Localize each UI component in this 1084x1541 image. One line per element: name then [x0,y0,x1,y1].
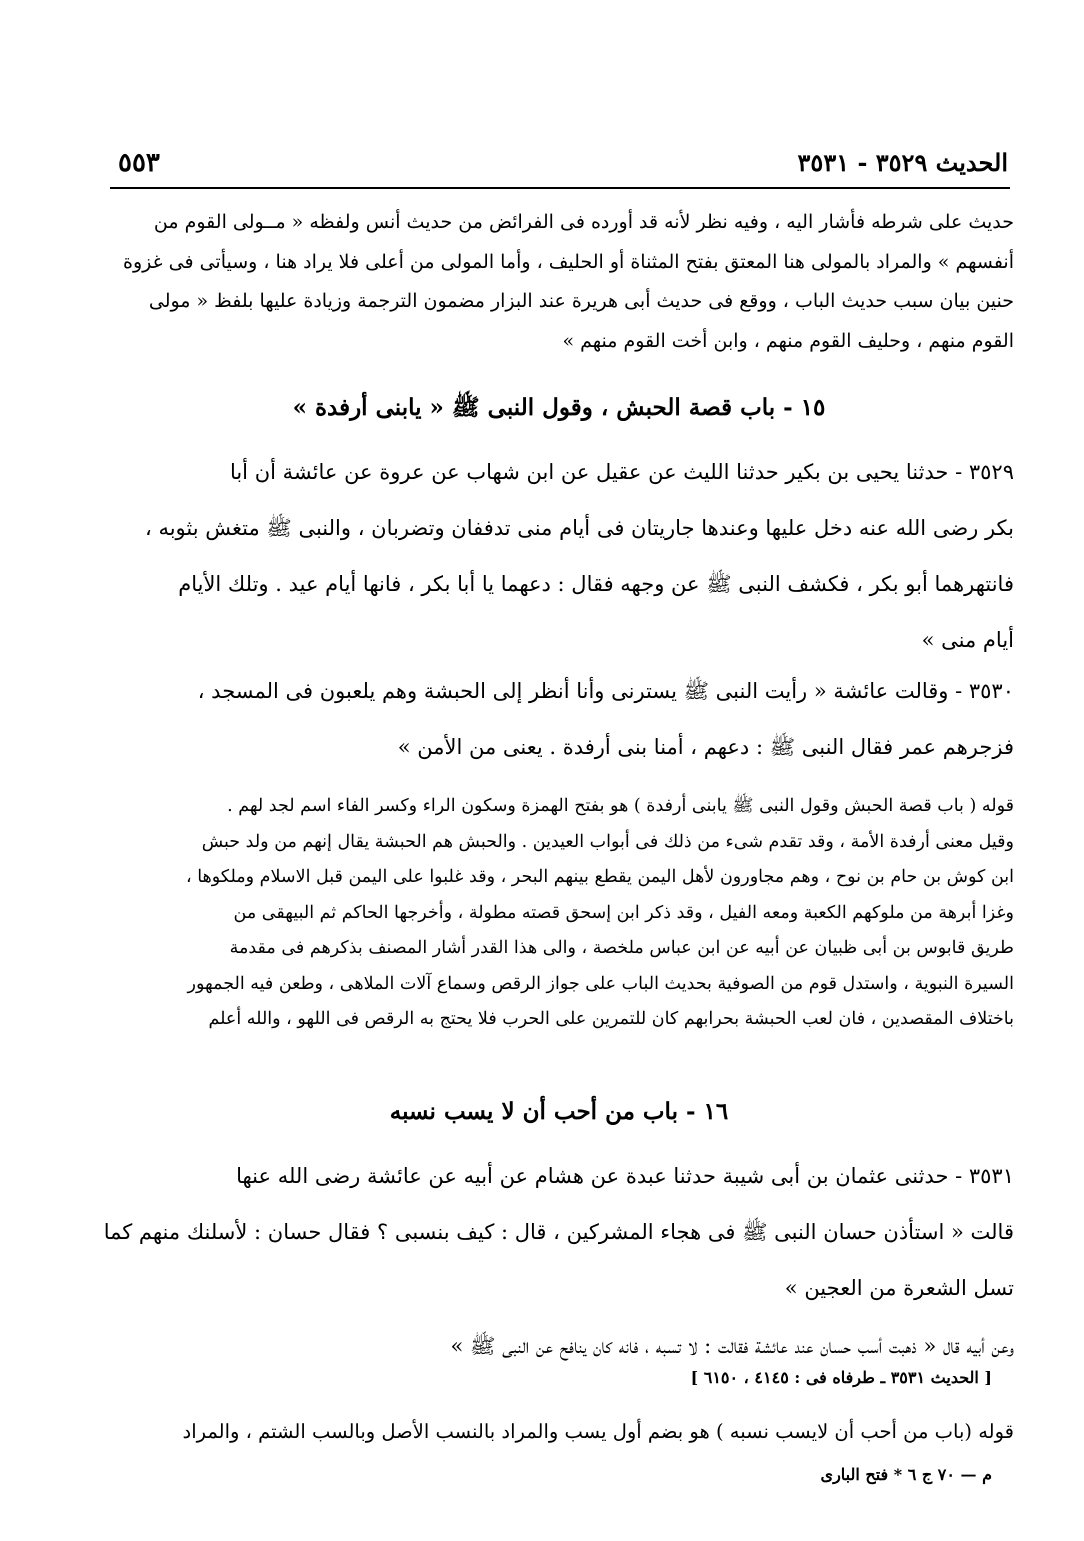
commentary-bab-15 [104,789,1014,1038]
text-line: ابن كوش بن حام بن نوح ، وهم مجاورون لأهل اليمن يقطع بينهم البحر ، وقد غلبوا على اليمن قبل الاسلام وملكوها ، [186,867,1014,887]
intro-commentary [104,203,1014,361]
hadith-3531-continuation [104,1318,1014,1374]
commentary-bab-16 [104,1413,1014,1451]
text-line: ٣٥٣١ - حدثنى عثمان بن أبى شيبة حدثنا عبدة عن هشام عن أبيه عن عائشة رضى الله عنها [236,1164,1014,1188]
text-line: حديث على شرطه فأشار اليه ، وفيه نظر لأنه قد أورده فى الفرائض من حديث أنس ولفظه « مــولى القوم من [153,211,1014,233]
text-line: وعن أبيه قال « ذهبت أسب حسان عند عائشة فقالت : لا تسبه ، فانه كان ينافح عن النبى ﷺ » [450,1334,1014,1358]
text-line: قوله (باب من أحب أن لايسب نسبه ) هو بضم أول يسب والمراد بالنسب الأصل وبالسب الشتم ، والمراد [182,1420,1014,1443]
chapter-heading-15: ١٥ - باب قصة الحبش ، وقول النبى ﷺ « يابنى أرفدة » [292,394,826,421]
text-line: القوم منهم ، وحليف القوم منهم ، وابن أخت القوم منهم » [562,329,1014,352]
text-line: ٣٥٢٩ - حدثنا يحيى بن بكير حدثنا الليث عن عقيل عن ابن شهاب عن عروة عن عائشة أن أبا [229,460,1014,484]
text-line: بكر رضى الله عنه دخل عليها وعندها جاريتان فى أيام منى تدففان وتضربان ، والنبى ﷺ متغش بثوبه ، [145,516,1014,540]
page-number: ٥٥٣ [118,148,160,178]
hadith-3529 [104,444,1014,668]
text-line: حنين بيان سبب حديث الباب ، ووقع فى حديث أبى هريرة عند البزار مضمون الترجمة وزيادة عليها بلفظ « مولى [148,290,1014,312]
text-line: باختلاف المقصدين ، فان لعب الحبشة بحرابهم كان للتمرين على الحرب فلا يحتج به الرقص فى اللهو ، والله أعلم [208,1009,1014,1029]
hadith-3530 [104,663,1014,775]
hadith-3531 [104,1148,1014,1316]
chapter-heading-16: ١٦ - باب من أحب أن لا يسب نسبه [389,1098,729,1125]
text-line: قالت « استأذن حسان النبى ﷺ فى هجاء المشركين ، قال : كيف بنسبى ؟ فقال حسان : لأسلنك منهم كما [104,1220,1014,1244]
text-line: فانتهرهما أبو بكر ، فكشف النبى ﷺ عن وجهه فقال : دعهما يا أبا بكر ، فانها أيام عيد . وتلك الأيام [178,572,1014,596]
text-line: طريق قابوس بن أبى ظبيان عن أبيه عن ابن عباس ملخصة ، والى هذا القدر أشار المصنف بذكرهم فى مقدمة [229,938,1014,958]
text-line: تسل الشعرة من العجين » [784,1276,1014,1300]
text-line: وغزا أبرهة من ملوكهم الكعبة ومعه الفيل ، وقد ذكر ابن إسحق قصته مطولة ، وأخرجها الحاكم ثم البيهقى من [233,902,1014,923]
hadith-reference: [ الحديث ٣٥٣١ ـ طرفاه فى : ٤١٤٥ ، ٦١٥٠ ] [690,1368,992,1387]
page-footer: م — ٧٠ ج ٦ * فتح البارى [820,1465,992,1484]
text-line: السيرة النبوية ، واستدل قوم من الصوفية بحديث الباب على جواز الرقص وسماع آلات الملاهى ، وطعن فيه الجمهور [187,973,1014,994]
text-line: أنفسهم » والمراد بالمولى هنا المعتق بفتح المثناة أو الحليف ، وأما المولى من أعلى فلا يراد هنا ، وسيأتى فى غزوة [123,250,1014,273]
text-line: أيام منى » [921,628,1014,652]
running-header-title: الحديث ٣٥٢٩ - ٣٥٣١ [797,148,1008,177]
running-header [118,148,1008,188]
text-line: فزجرهم عمر فقال النبى ﷺ : دعهم ، أمنا بنى أرفدة . يعنى من الأمن » [397,735,1014,759]
header-rule [110,187,1010,189]
text-line: وقيل معنى أرفدة الأمة ، وقد تقدم شىء من ذلك فى أبواب العيدين . والحبش هم الحبشة يقال إنهم من ولد حبش [201,831,1014,852]
text-line: ٣٥٣٠ - وقالت عائشة « رأيت النبى ﷺ يسترنى وأنا أنظر إلى الحبشة وهم يلعبون فى المسجد ، [197,679,1014,703]
text-line: قوله ( باب قصة الحبش وقول النبى ﷺ يابنى أرفدة ) هو بفتح الهمزة وسكون الراء وكسر الفاء اسم لجد لهم . [227,796,1014,816]
